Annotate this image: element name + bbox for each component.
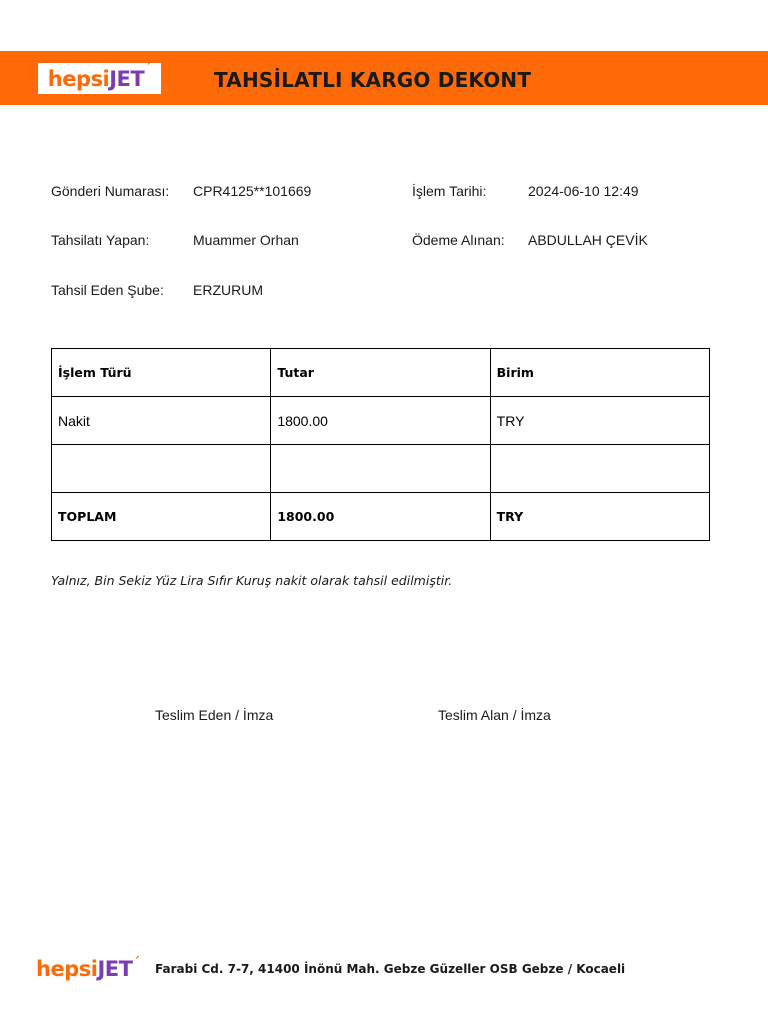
branch-value: ERZURUM <box>193 282 263 298</box>
header-unit: Birim <box>490 349 709 397</box>
cell-unit: TRY <box>490 397 709 445</box>
transaction-date-value: 2024-06-10 12:49 <box>528 183 639 199</box>
table-total-row <box>52 493 710 541</box>
collector-value: Muammer Orhan <box>193 232 299 248</box>
collector-label: Tahsilatı Yapan: <box>51 232 150 248</box>
footer-logo-jet-text: JET <box>97 957 133 981</box>
receiver-signature-label: Teslim Alan / İmza <box>438 707 551 723</box>
total-amount: 1800.00 <box>271 493 490 541</box>
transaction-date-label: İşlem Tarihi: <box>412 183 487 199</box>
shipment-no-label: Gönderi Numarası: <box>51 183 170 199</box>
document-title: TAHSİLATLI KARGO DEKONT <box>214 68 532 92</box>
shipment-no-value: CPR4125**101669 <box>193 183 312 199</box>
cell-unit <box>490 445 709 493</box>
payment-received-label: Ödeme Alınan: <box>412 232 505 248</box>
footer-hepsijet-logo <box>36 957 139 981</box>
cell-transaction-type: Nakit <box>52 397 271 445</box>
payment-received-value: ABDULLAH ÇEVİK <box>528 232 648 248</box>
table-header-row <box>52 349 710 397</box>
amount-in-words: Yalnız, Bin Sekiz Yüz Lira Sıfır Kuruş nakit olarak tahsil edilmiştir. <box>51 573 453 588</box>
total-label: TOPLAM <box>52 493 271 541</box>
footer-logo-tick: ´ <box>133 956 140 971</box>
table-row <box>52 397 710 445</box>
cell-amount: 1800.00 <box>271 397 490 445</box>
logo-tick: ´ <box>145 62 152 77</box>
cell-transaction-type <box>52 445 271 493</box>
branch-label: Tahsil Eden Şube: <box>51 282 164 298</box>
logo-hepsi-text: hepsi <box>47 66 110 91</box>
cell-amount <box>271 445 490 493</box>
logo-jet-text: JET <box>109 66 145 91</box>
footer-address: Farabi Cd. 7-7, 41400 İnönü Mah. Gebze Güzeller OSB Gebze / Kocaeli <box>155 962 626 976</box>
header-amount: Tutar <box>271 349 490 397</box>
deliverer-signature-label: Teslim Eden / İmza <box>155 707 274 723</box>
total-unit: TRY <box>490 493 709 541</box>
table-row <box>52 445 710 493</box>
transactions-table <box>51 348 710 541</box>
header-transaction-type: İşlem Türü <box>52 349 271 397</box>
footer-logo-hepsi-text: hepsi <box>36 957 98 981</box>
header-banner <box>0 51 768 105</box>
hepsijet-logo <box>38 63 161 94</box>
